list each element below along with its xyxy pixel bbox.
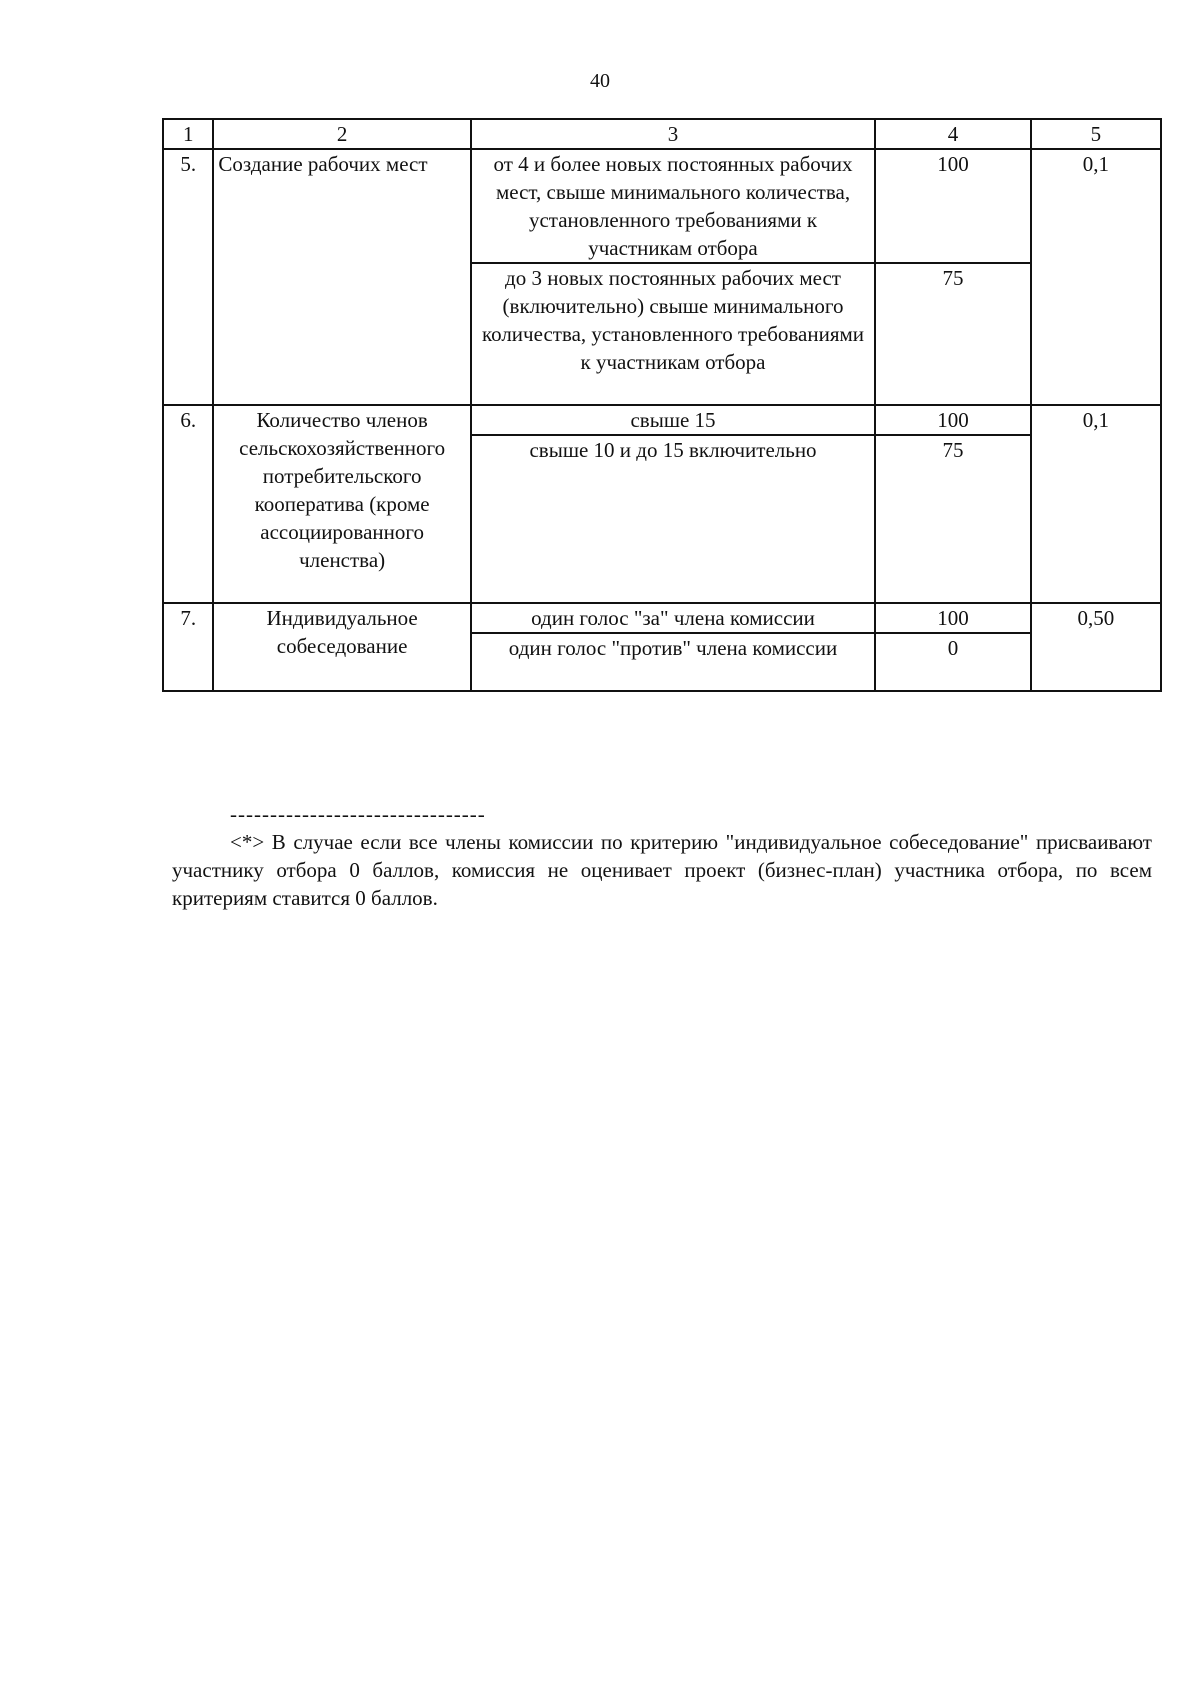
footnote-separator: -------------------------------- <box>230 802 486 826</box>
condition-cell: до 3 новых постоянных рабочих мест (включительно) свыше минимального количества, установленного требованиями к участникам отбора <box>471 263 875 405</box>
weight-cell: 0,50 <box>1031 603 1161 691</box>
criteria-table <box>162 118 1162 692</box>
weight-cell: 0,1 <box>1031 149 1161 405</box>
condition-cell: от 4 и более новых постоянных рабочих мест, свыше минимального количества, установленного требованиями к участникам отбора <box>471 149 875 263</box>
table-header-row <box>163 119 1161 149</box>
footnote-text: <*> В случае если все члены комиссии по критерию "индивидуальное собеседование" присваивают участнику отбора 0 баллов, комиссия не оценивает проект (бизнес-план) участника отбора, по всем критериям ставится 0 баллов. <box>172 830 1152 910</box>
table-row <box>163 603 1161 633</box>
condition-cell: свыше 10 и до 15 включительно <box>471 435 875 603</box>
condition-cell: один голос "против" члена комиссии <box>471 633 875 691</box>
score-cell: 0 <box>875 633 1030 691</box>
score-cell: 75 <box>875 263 1030 405</box>
weight-cell: 0,1 <box>1031 405 1161 603</box>
score-cell: 100 <box>875 405 1030 435</box>
row-number: 5. <box>163 149 213 405</box>
score-cell: 75 <box>875 435 1030 603</box>
table-header-cell: 2 <box>213 119 470 149</box>
score-cell: 100 <box>875 603 1030 633</box>
condition-cell: свыше 15 <box>471 405 875 435</box>
score-cell: 100 <box>875 149 1030 263</box>
table-row <box>163 405 1161 435</box>
table-header-cell: 5 <box>1031 119 1161 149</box>
footnote <box>172 800 1152 912</box>
criterion-name: Создание рабочих мест <box>213 149 470 405</box>
criterion-name: Количество членов сельскохозяйственного потребительского кооператива (кроме ассоциированного членства) <box>213 405 470 603</box>
criterion-name: Индивидуальное собеседование <box>213 603 470 691</box>
table-header-cell: 4 <box>875 119 1030 149</box>
table-header-cell: 1 <box>163 119 213 149</box>
row-number: 7. <box>163 603 213 691</box>
condition-cell: один голос "за" члена комиссии <box>471 603 875 633</box>
table-row <box>163 149 1161 263</box>
page-number: 40 <box>590 70 610 92</box>
table-header-cell: 3 <box>471 119 875 149</box>
row-number: 6. <box>163 405 213 603</box>
